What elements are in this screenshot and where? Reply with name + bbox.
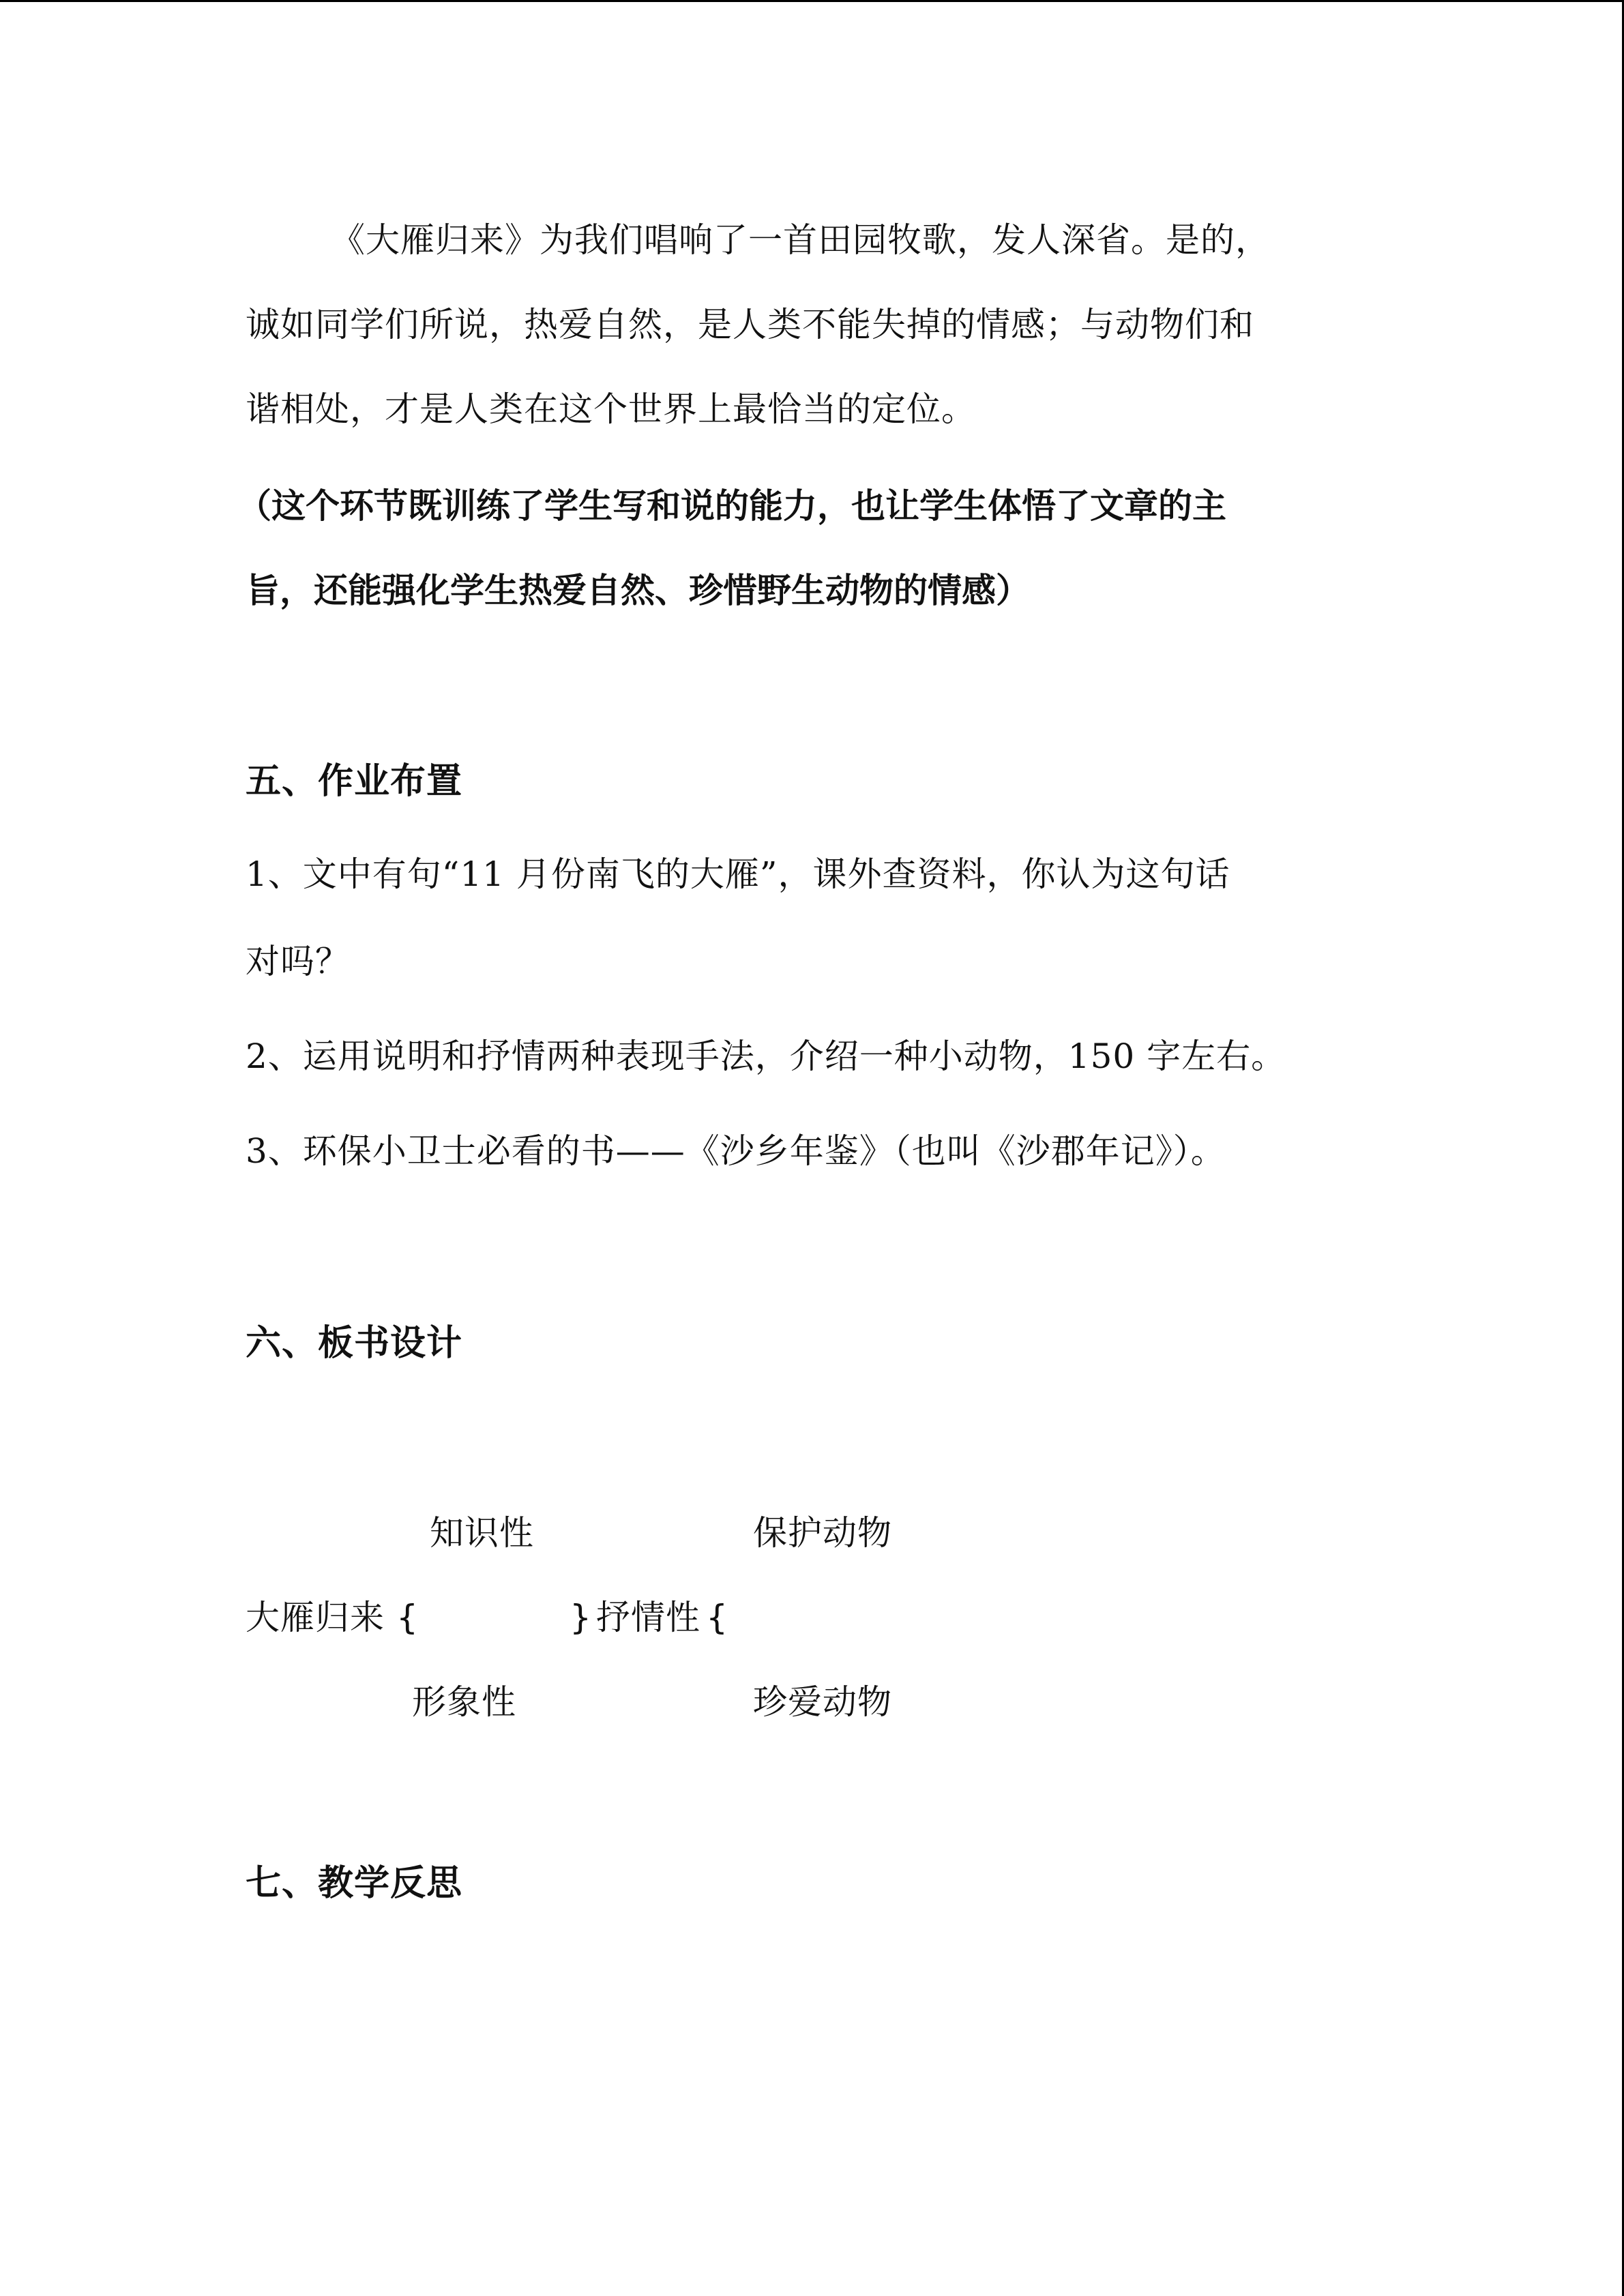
board-knowledge: 知识性 <box>430 1513 534 1553</box>
homework-item-1-line-2: 对吗？ <box>246 942 350 981</box>
paragraph-line-1: 《大雁归来》为我们唱响了一首田园牧歌，发人深省。是的， <box>331 220 1270 260</box>
paragraph-line-2: 诚如同学们所说，热爱自然，是人类不能失掉的情感；与动物们和 <box>246 305 1254 344</box>
paragraph-line-3: 谐相处，才是人类在这个世界上最恰当的定位。 <box>246 389 976 429</box>
section-6-heading: 六、板书设计 <box>246 1323 463 1364</box>
board-imagery: 形象性 <box>412 1682 516 1722</box>
note-line-1: （这个环节既训练了学生写和说的能力，也让学生体悟了文章的主 <box>237 486 1226 526</box>
homework-item-2: 2、运用说明和抒情两种表现手法，介绍一种小动物，150 字左右。 <box>246 1037 1286 1076</box>
homework-item-3: 3、环保小卫士必看的书——《沙乡年鉴》（也叫《沙郡年记》）。 <box>246 1131 1226 1171</box>
board-open-brace: { <box>397 1598 419 1637</box>
board-lyrical: 抒情性 <box>596 1598 700 1637</box>
board-protect-animals: 保护动物 <box>753 1513 892 1553</box>
board-close-brace: } <box>570 1598 592 1637</box>
board-main-title: 大雁归来 <box>246 1598 385 1637</box>
homework-item-1-line-1: 1、文中有句“11 月份南飞的大雁”，课外查资料，你认为这句话 <box>246 854 1230 894</box>
board-cherish-animals: 珍爱动物 <box>753 1682 892 1722</box>
section-7-heading: 七、教学反思 <box>246 1863 463 1904</box>
board-open-brace-2: { <box>707 1598 728 1637</box>
note-line-2: 旨，还能强化学生热爱自然、珍惜野生动物的情感） <box>246 571 1030 610</box>
section-5-heading: 五、作业布置 <box>246 761 463 802</box>
